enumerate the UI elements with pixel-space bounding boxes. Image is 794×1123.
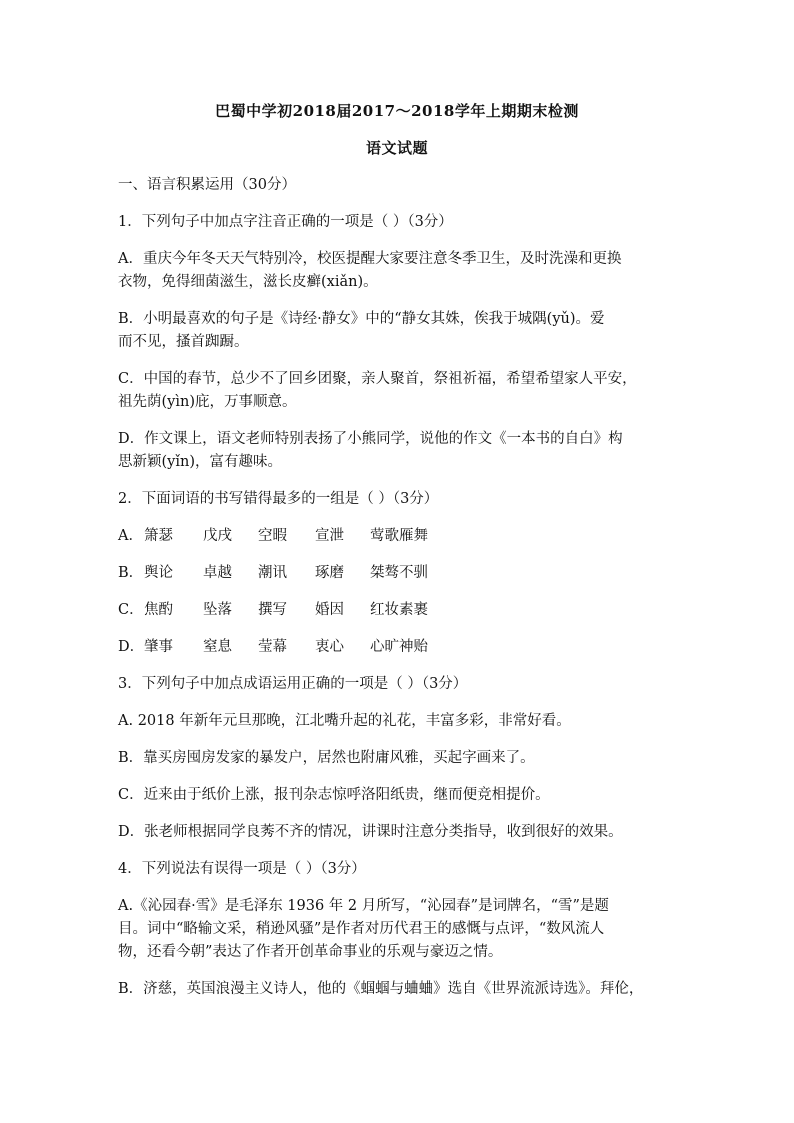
question-2-option-b (118, 562, 678, 585)
question-3-option-c: C．近来由于纸价上涨，报刊杂志惊呼洛阳纸贵，继而便竞相提价。 (118, 787, 550, 803)
question-3-stem: 3．下列句子中加点成语运用正确的一项是（ ）（3分） (118, 676, 468, 692)
word-cell: 肇事 (144, 639, 173, 655)
option-line: A．重庆今年冬天天气特别冷，校医提醒大家要注意冬季卫生，及时洗澡和更换 (118, 251, 622, 267)
word-cell: 戊戌 (203, 528, 232, 544)
option-label: A． (118, 528, 143, 544)
question-1-stem: 1．下列句子中加点字注音正确的一项是（ ）（3分） (118, 214, 453, 230)
word-cell: 红妆素裹 (370, 602, 428, 618)
question-4-option-a (118, 895, 678, 964)
question-3-option-d: D．张老师根据同学良莠不齐的情况，讲课时注意分类指导，收到很好的效果。 (118, 824, 623, 840)
question-2-stem: 2．下面词语的书写错得最多的一组是（ ）（3分） (118, 491, 439, 507)
question-2-option-c (118, 599, 678, 622)
question-1-option-a (118, 248, 678, 294)
question-2-option-d (118, 636, 678, 659)
word-cell: 潮讯 (258, 565, 287, 581)
option-label: C． (118, 602, 144, 618)
word-cell: 莹幕 (258, 639, 287, 655)
word-cell: 舆论 (144, 565, 173, 581)
option-line: 思新颖(yǐn)，富有趣味。 (118, 454, 282, 470)
word-cell: 桀骜不驯 (370, 565, 428, 581)
word-cell: 撰写 (258, 602, 287, 618)
question-3-option-a: A. 2018 年新年元旦那晚，江北嘴升起的礼花，丰富多彩，非常好看。 (118, 713, 571, 729)
word-cell: 婚因 (315, 602, 344, 618)
option-line: D．作文课上，语文老师特别表扬了小熊同学，说他的作文《一本书的自白》构 (118, 431, 623, 447)
word-cell: 琢磨 (315, 565, 344, 581)
exam-subtitle: 语文试题 (365, 139, 428, 157)
question-4-stem: 4．下列说法有误得一项是（ ）（3分） (118, 861, 366, 877)
word-cell: 窒息 (203, 639, 232, 655)
option-label: B． (118, 565, 144, 581)
option-line: 物，还看今朝”表达了作者开创革命事业的乐观与豪迈之情。 (118, 944, 503, 960)
option-line: B．小明最喜欢的句子是《诗经·静女》中的“静女其姝，俟我于城隅(yǔ)。爱 (118, 311, 605, 327)
word-cell: 坠落 (203, 602, 232, 618)
word-cell: 空暇 (258, 528, 287, 544)
word-cell: 卓越 (203, 565, 232, 581)
option-label: D． (118, 639, 145, 655)
word-cell: 心旷神贻 (370, 639, 428, 655)
question-3-option-b: B．靠买房囤房发家的暴发户，居然也附庸风雅，买起字画来了。 (118, 750, 535, 766)
question-1-option-b (118, 308, 678, 354)
option-line: 衣物，免得细菌滋生，滋长皮癣(xiǎn)。 (118, 274, 378, 290)
question-1-option-d (118, 428, 678, 474)
option-line: B．济慈，英国浪漫主义诗人，他的《蝈蝈与蛐蛐》选自《世界流派诗选》。拜伦， (118, 981, 644, 997)
exam-content (118, 174, 678, 1015)
question-1-option-c (118, 368, 678, 414)
word-cell: 宣泄 (315, 528, 344, 544)
option-line: A.《沁园春·雪》是毛泽东 1936 年 2 月所写，“沁园春”是词牌名，“雪”是题 (118, 898, 609, 914)
option-line: 祖先荫(yìn)庇，万事顺意。 (118, 394, 297, 410)
word-cell: 箫瑟 (144, 528, 173, 544)
word-cell: 焦酌 (144, 602, 173, 618)
word-cell: 衷心 (315, 639, 344, 655)
option-line: C．中国的春节，总少不了回乡团聚，亲人聚首，祭祖祈福，希望希望家人平安， (118, 371, 637, 387)
exam-title: 巴蜀中学初2018届2017～2018学年上期期末检测 (215, 102, 579, 120)
question-2-option-a (118, 525, 678, 548)
option-line: 而不见，搔首踟蹰。 (118, 334, 249, 350)
option-line: 目。词中“略输文采，稍逊风骚”是作者对历代君王的感慨与点评，“数风流人 (118, 921, 605, 937)
word-cell: 莺歌雁舞 (370, 528, 428, 544)
question-4-option-b (118, 978, 678, 1001)
section-heading: 一、语言积累运用（30分） (118, 177, 296, 193)
